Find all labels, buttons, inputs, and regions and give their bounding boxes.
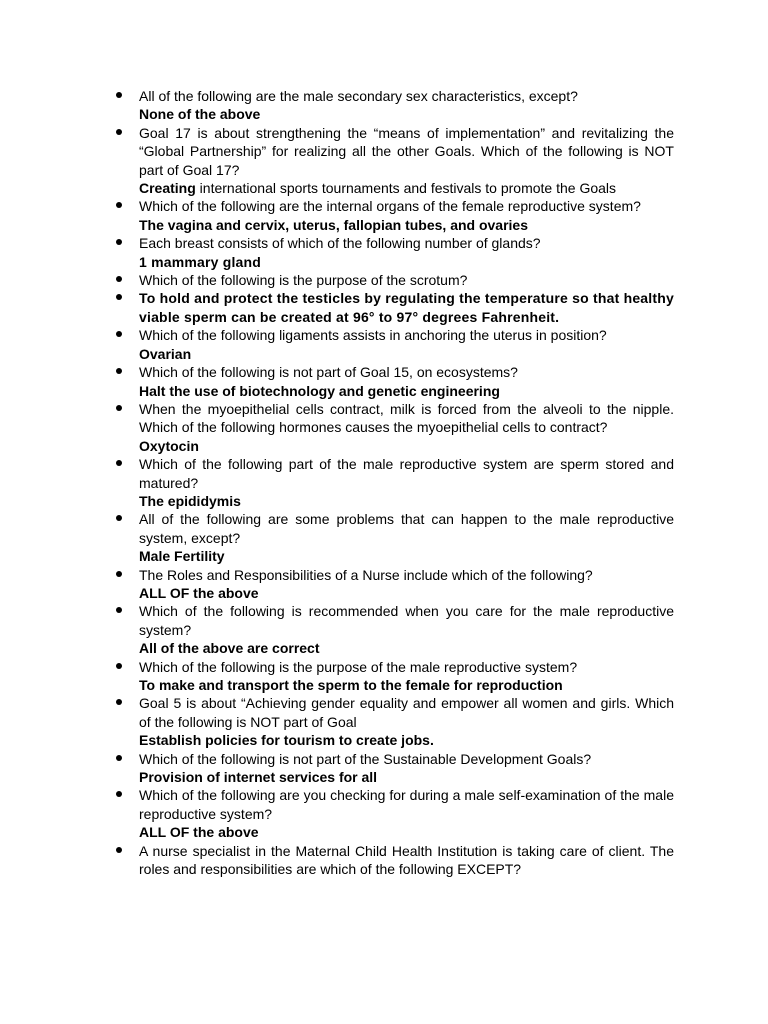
list-item [112,271,674,289]
list-item [112,289,674,326]
list-item [112,658,674,695]
answer-text: Ovarian [139,345,192,362]
bullet-icon [116,699,122,705]
list-item [112,750,674,787]
answer-text: Provision of internet services for all [139,769,378,786]
answer-text: ALL OF the above [139,824,259,841]
question-text: Goal 17 is about strengthening the “means of implementation” and revitalizing the “Global Partnership” for realizing all the other Goals. Which of the following is NOT part of Goal 17? [139,124,674,178]
answer-text: ALL OF the above [139,584,259,601]
bullet-icon [116,368,122,374]
bullet-icon [116,607,122,613]
question-text: All of the following are some problems that can happen to the male reproductive system, except? [139,511,674,546]
bullet-icon [116,129,122,135]
question-text: Which of the following is not part of Goal 15, on ecosystems? [139,364,518,381]
bullet-icon [116,847,122,853]
answer-text: Oxytocin [139,437,199,454]
list-item [112,400,674,455]
answer-text: Establish policies for tourism to create jobs. [139,732,434,749]
bullet-icon [116,755,122,761]
answer-lead: Creating [139,180,196,197]
bullet-icon [116,239,122,245]
question-answer-list [112,87,674,878]
answer-text: All of the above are correct [139,640,320,657]
list-item [112,842,674,879]
question-text: Which of the following is the purpose of the male reproductive system? [139,658,578,675]
question-text: Which of the following is the purpose of the scrotum? [139,272,468,289]
list-item [112,234,674,271]
list-item [112,197,674,234]
list-item [112,326,674,363]
question-text: When the myoepithelial cells contract, milk is forced from the alveoli to the nipple. Which of the following hormones causes the myoepithelial cells to contract? [139,400,674,436]
answer-text [139,179,674,197]
list-item [112,87,674,124]
bullet-icon [116,92,122,98]
answer-text: 1 mammary gland [139,253,262,270]
list-item [112,786,674,841]
question-text: Goal 5 is about “Achieving gender equality and empower all women and girls. Which of the following is NOT part of Goal [139,695,674,730]
question-text: Which of the following are the internal organs of the female reproductive system? [139,198,641,215]
bullet-icon [116,202,122,208]
answer-text: Halt the use of biotechnology and genetic engineering [139,382,500,399]
bullet-icon [116,571,122,577]
list-item [112,566,674,603]
bullet-icon [116,515,122,521]
bullet-icon [116,405,122,411]
answer-text: None of the above [139,106,261,123]
list-item [112,602,674,657]
bullet-icon [116,276,122,282]
question-text: All of the following are the male secondary sex characteristics, except? [139,88,578,104]
question-text: Which of the following ligaments assists in anchoring the uterus in position? [139,327,607,344]
bullet-icon [116,331,122,337]
question-text: Which of the following is not part of the Sustainable Development Goals? [139,750,592,767]
question-text: Which of the following is recommended when you care for the male reproductive system? [139,603,674,638]
question-text: A nurse specialist in the Maternal Child Health Institution is taking care of client. The roles and responsibilities are which of the following EXCEPT? [139,842,674,878]
answer-text: The epididymis [139,492,241,509]
bullet-icon [116,791,122,797]
answer-rest: international sports tournaments and festivals to promote the Goals [195,180,617,197]
list-item [112,363,674,400]
list-item [112,510,674,565]
bullet-icon [116,460,122,466]
list-item [112,694,674,749]
answer-text: The vagina and cervix, uterus, fallopian tubes, and ovaries [139,216,529,233]
question-text: Each breast consists of which of the following number of glands? [139,235,541,252]
answer-text: Male Fertility [139,548,225,565]
bullet-icon [116,663,122,669]
list-item [112,455,674,510]
list-item [112,124,674,198]
answer-text: To make and transport the sperm to the female for reproduction [139,677,563,693]
answer-text: To hold and protect the testicles by regulating the temperature so that healthy viable sperm can be created at 96° to 97° degrees Fahrenheit. [139,290,674,325]
bullet-icon [116,294,122,300]
question-text: Which of the following part of the male reproductive system are sperm stored and matured? [139,456,674,491]
question-text: Which of the following are you checking for during a male self-examination of the male reproductive system? [139,787,674,822]
question-text: The Roles and Responsibilities of a Nurse include which of the following? [139,566,593,583]
